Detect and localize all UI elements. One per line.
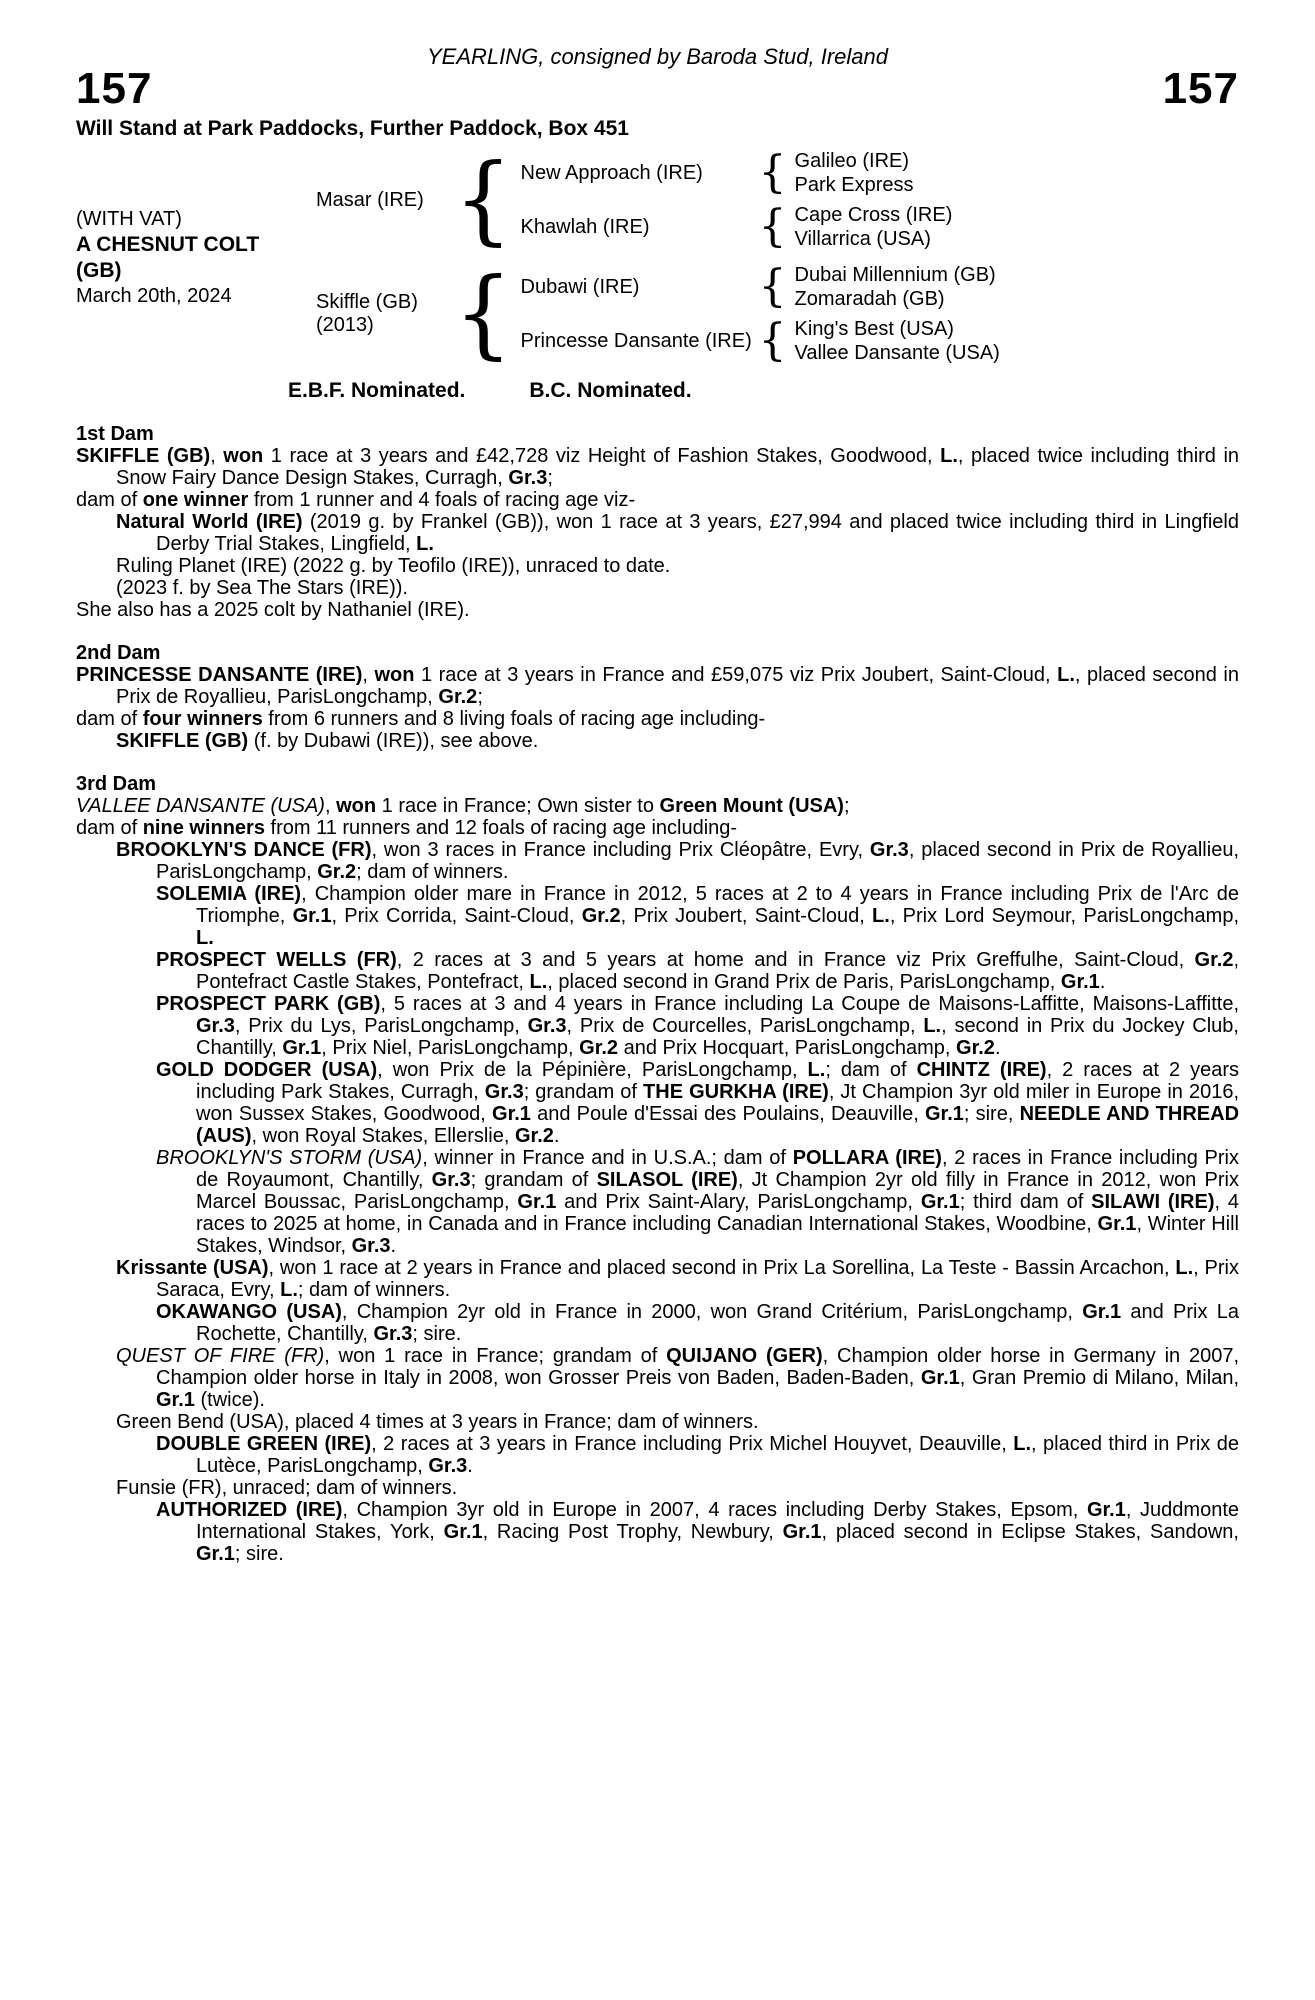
pedigree-brace-icon: {	[758, 261, 787, 312]
pedigree-paragraph	[76, 511, 1239, 555]
grandsire-name: Dubawi (IRE)	[520, 276, 640, 298]
pedigree-paragraph	[76, 1477, 1239, 1499]
text-segment: (twice).	[194, 1389, 265, 1411]
text-segment: L.	[1013, 1433, 1032, 1455]
text-segment: Gr.2	[1194, 949, 1234, 971]
text-segment: , placed second in Grand Prix de Paris, ParisLongchamp,	[547, 971, 1061, 993]
text-segment: Gr.1	[924, 1103, 964, 1125]
text-segment: , Champion older mare in France in 2012, 5 races at 2 to 4 years in France including Prix de l'Arc de Triomphe,	[196, 883, 1239, 927]
text-segment: Gr.3	[351, 1235, 391, 1257]
pedigree-text-sections	[76, 423, 1239, 1565]
text-segment: Gr.2	[581, 905, 621, 927]
pedigree-paragraph	[76, 1257, 1239, 1301]
text-segment: , 2 races in France including Prix de Royaumont, Chantilly,	[196, 1147, 1239, 1191]
text-segment: ;	[547, 467, 553, 489]
text-segment: SILAWI (IRE)	[1091, 1191, 1215, 1213]
great-grandparent-name: Villarrica (USA)	[794, 228, 931, 250]
text-segment: , Prix Niel, ParisLongchamp,	[321, 1037, 580, 1059]
text-segment: PROSPECT WELLS (FR)	[156, 949, 397, 971]
text-segment: ;	[477, 686, 483, 708]
text-segment: ; sire.	[412, 1323, 462, 1345]
pedigree-brace-icon: {	[758, 147, 787, 198]
pedigree-table	[76, 143, 1239, 370]
pedigree-paragraph	[76, 795, 1239, 817]
text-segment: Gr.3	[869, 839, 909, 861]
text-segment: ; dam of winners.	[297, 1279, 451, 1301]
text-segment: Gr.2	[438, 686, 478, 708]
text-segment: AUTHORIZED (IRE)	[156, 1499, 343, 1521]
bc-nomination: B.C. Nominated.	[529, 379, 692, 402]
text-segment: (f. by Dubawi (IRE)), see above.	[248, 730, 539, 752]
text-segment: won	[374, 664, 415, 686]
text-segment: Gr.2	[956, 1037, 995, 1059]
text-segment: dam of	[76, 489, 143, 511]
text-segment: , Prix Corrida, Saint-Cloud,	[331, 905, 582, 927]
text-segment: , Jt Champion 2yr old filly in France in 2012, won Prix Marcel Boussac, ParisLongchamp,	[196, 1169, 1239, 1213]
granddam-name: Khawlah (IRE)	[520, 216, 650, 238]
text-segment: , Prix Saraca, Evry,	[156, 1257, 1239, 1301]
great-grandparents	[795, 318, 1000, 364]
text-segment: and Prix Saint-Alary, ParisLongchamp,	[556, 1191, 921, 1213]
text-segment: Natural World (IRE)	[116, 511, 303, 533]
pedigree-paragraph	[76, 949, 1239, 993]
great-grandparent-name: Vallee Dansante (USA)	[794, 342, 1000, 364]
section-heading: 2nd Dam	[76, 642, 161, 664]
text-segment: , Champion 3yr old in Europe in 2007, 4 races including Derby Stakes, Epsom,	[342, 1499, 1087, 1521]
text-segment: , Jt Champion 3yr old miler in Europe in 2016, won Sussex Stakes, Goodwood,	[196, 1081, 1240, 1125]
text-segment: Gr.1	[292, 905, 332, 927]
text-segment: PRINCESSE DANSANTE (IRE)	[76, 664, 363, 686]
sire-name: Masar (IRE)	[316, 188, 424, 211]
pedigree-paragraph	[76, 730, 1239, 752]
text-segment: SKIFFLE (GB)	[76, 445, 211, 467]
text-segment: ; dam of winners.	[356, 861, 509, 883]
dam-name	[316, 291, 454, 337]
text-segment: L.	[196, 927, 214, 949]
grandparent-row	[520, 201, 1239, 252]
text-segment: Gr.3	[428, 1455, 468, 1477]
nominations-row	[76, 380, 1239, 402]
text-segment: , 4 races to 2025 at home, in Canada and in France including Canadian International Stakes, Woodbine,	[196, 1191, 1239, 1235]
text-segment: , Prix Lord Seymour, ParisLongchamp,	[889, 905, 1240, 927]
text-segment: four winners	[142, 708, 263, 730]
text-segment: L.	[872, 905, 890, 927]
pedigree-paragraph	[76, 1499, 1239, 1565]
text-segment: BROOKLYN'S STORM (USA)	[156, 1147, 423, 1169]
text-segment: Gr.3	[484, 1081, 524, 1103]
text-segment: .	[1099, 971, 1106, 993]
pedigree-paragraph	[76, 1411, 1239, 1433]
pedigree-paragraph	[76, 577, 1239, 599]
great-grandparent-name: Dubai Millennium (GB)	[794, 264, 996, 286]
vat-note: (WITH VAT)	[76, 207, 182, 230]
text-segment: nine winners	[142, 817, 265, 839]
text-segment: Gr.3	[508, 467, 548, 489]
text-segment: from 1 runner and 4 foals of racing age viz-	[248, 489, 636, 511]
subject-block	[76, 150, 316, 364]
text-segment: ; dam of	[825, 1059, 917, 1081]
text-segment: .	[467, 1455, 473, 1477]
text-segment: OKAWANGO (USA)	[156, 1301, 342, 1323]
great-grandparent-name: Zomaradah (GB)	[794, 288, 945, 310]
section-heading: 1st Dam	[76, 423, 154, 445]
ebf-nomination: E.B.F. Nominated.	[288, 379, 466, 402]
text-segment: QUEST OF FIRE (FR)	[116, 1345, 325, 1367]
text-segment: , 2 races at 3 and 5 years at home and in France viz Prix Greffulhe, Saint-Cloud,	[396, 949, 1195, 971]
pedigree-paragraph	[76, 1059, 1239, 1147]
pedigree-paragraph	[76, 599, 1239, 621]
text-segment: Gr.1	[1082, 1301, 1122, 1323]
text-segment: Krissante (USA)	[116, 1257, 269, 1279]
pedigree-tree	[316, 143, 1239, 370]
text-segment: VALLEE DANSANTE (USA)	[76, 795, 325, 817]
text-segment: , placed second in Prix de Royallieu, ParisLongchamp,	[156, 839, 1240, 883]
dam-branch	[316, 257, 1239, 370]
text-segment: from 6 runners and 8 living foals of racing age including-	[262, 708, 766, 730]
pedigree-paragraph	[76, 883, 1239, 949]
pedigree-paragraph	[76, 489, 1239, 511]
text-segment: ; grandam of	[470, 1169, 597, 1191]
pedigree-paragraph	[76, 817, 1239, 839]
text-segment: and Poule d'Essai des Poulains, Deauville,	[530, 1103, 925, 1125]
text-segment: Gr.1	[1097, 1213, 1137, 1235]
text-segment: THE GURKHA (IRE)	[643, 1081, 829, 1103]
pedigree-brace-icon: {	[454, 143, 513, 256]
text-segment: ,	[324, 795, 337, 817]
text-segment: Gr.1	[196, 1543, 235, 1565]
text-segment: She also has a 2025 colt by Nathaniel (IRE).	[76, 599, 470, 621]
dam-name-text: Skiffle (GB)	[316, 291, 418, 313]
text-segment: ; grandam of	[523, 1081, 644, 1103]
text-segment: DOUBLE GREEN (IRE)	[156, 1433, 372, 1455]
pedigree-paragraph	[76, 1147, 1239, 1257]
text-segment: , Prix Joubert, Saint-Cloud,	[620, 905, 873, 927]
text-segment: , Racing Post Trophy, Newbury,	[482, 1521, 783, 1543]
text-segment: won	[223, 445, 264, 467]
text-segment: Gr.1	[517, 1191, 557, 1213]
text-segment: Green Bend (USA), placed 4 times at 3 years in France; dam of winners.	[116, 1411, 759, 1433]
text-segment: Gr.1	[782, 1521, 822, 1543]
text-segment: and Prix Hocquart, ParisLongchamp,	[618, 1037, 957, 1059]
text-segment: Gr.3	[527, 1015, 567, 1037]
text-segment: ;	[843, 795, 850, 817]
text-segment: Gr.1	[1086, 1499, 1126, 1521]
text-segment: from 11 runners and 12 foals of racing age including-	[264, 817, 738, 839]
text-segment: ,	[362, 664, 375, 686]
text-segment: GOLD DODGER (USA)	[156, 1059, 378, 1081]
pedigree-paragraph	[76, 445, 1239, 489]
text-segment: L.	[1057, 664, 1075, 686]
subject-name: A CHESNUT COLT	[76, 232, 260, 256]
grandparent-row	[520, 261, 1239, 312]
text-segment: , 2 races at 3 years in France including Prix Michel Houyvet, Deauville,	[371, 1433, 1014, 1455]
text-segment: Gr.3	[196, 1015, 235, 1037]
text-segment: Gr.3	[431, 1169, 471, 1191]
text-segment: ; sire.	[234, 1543, 284, 1565]
lot-number-left: 157	[76, 64, 153, 113]
text-segment: , won Royal Stakes, Ellerslie,	[251, 1125, 515, 1147]
text-segment: ; sire,	[963, 1103, 1020, 1125]
lot-number-right: 157	[1162, 64, 1239, 113]
text-segment: won	[336, 795, 377, 817]
text-segment: Gr.1	[920, 1367, 960, 1389]
text-segment: , 5 races at 3 and 4 years in France including La Coupe de Maisons-Laffitte, Maisons-Laffitte,	[380, 993, 1240, 1015]
text-segment: NEEDLE AND THREAD (AUS)	[196, 1103, 1240, 1147]
text-segment: 1 race at 3 years in France and £59,075 viz Prix Joubert, Saint-Cloud,	[414, 664, 1058, 686]
text-segment: L.	[416, 533, 434, 555]
text-segment: Ruling Planet (IRE) (2022 g. by Teofilo (IRE)), unraced to date.	[116, 555, 671, 577]
text-segment: Gr.2	[579, 1037, 619, 1059]
pedigree-paragraph	[76, 993, 1239, 1059]
consignor-line: YEARLING, consigned by Baroda Stud, Ireland	[426, 44, 889, 69]
text-segment: SOLEMIA (IRE)	[156, 883, 302, 905]
text-segment: , Winter Hill Stakes, Windsor,	[196, 1213, 1239, 1257]
text-segment: , 2 races at 2 years including Park Stakes, Curragh,	[196, 1059, 1240, 1103]
text-segment: Gr.2	[317, 861, 357, 883]
text-segment: , placed second in Prix de Royallieu, ParisLongchamp,	[116, 664, 1239, 708]
text-segment: Gr.1	[1060, 971, 1100, 993]
text-segment: , Prix de Courcelles, ParisLongchamp,	[566, 1015, 924, 1037]
text-segment: Funsie (FR), unraced; dam of winners.	[116, 1477, 458, 1499]
great-grandparents	[795, 204, 953, 250]
text-segment: Gr.3	[373, 1323, 413, 1345]
pedigree-paragraph	[76, 664, 1239, 708]
text-segment: L.	[1175, 1257, 1194, 1279]
pedigree-paragraph	[76, 1345, 1239, 1411]
text-segment: ; third dam of	[959, 1191, 1092, 1213]
text-segment: SILASOL (IRE)	[596, 1169, 738, 1191]
text-segment: , second in Prix du Jockey Club, Chantilly,	[196, 1015, 1239, 1059]
text-segment: , Juddmonte International Stakes, York,	[196, 1499, 1240, 1543]
text-segment: L.	[280, 1279, 298, 1301]
text-segment: (2019 g. by Frankel (GB)), won 1 race at 3 years, £27,994 and placed twice including third in Lingfield Derby Trial Stakes, Lingfield,	[156, 511, 1240, 555]
text-segment: CHINTZ (IRE)	[916, 1059, 1047, 1081]
foaling-date: March 20th, 2024	[76, 284, 232, 307]
text-segment: 1 race at 3 years and £42,728 viz Height of Fashion Stakes, Goodwood,	[263, 445, 941, 467]
dam-year: (2013)	[316, 314, 374, 336]
text-segment: Gr.1	[282, 1037, 322, 1059]
text-segment: BROOKLYN'S DANCE (FR)	[116, 839, 372, 861]
text-segment: Gr.1	[156, 1389, 195, 1411]
text-segment: dam of	[76, 708, 143, 730]
pedigree-paragraph	[76, 839, 1239, 883]
great-grandparent-name: Galileo (IRE)	[794, 150, 910, 172]
text-segment: Gr.1	[920, 1191, 960, 1213]
stand-location-line: Will Stand at Park Paddocks, Further Paddock, Box 451	[76, 117, 629, 140]
great-grandparent-name: Park Express	[794, 174, 914, 196]
great-grandparent-name: King's Best (USA)	[794, 318, 954, 340]
text-segment: L.	[807, 1059, 826, 1081]
text-segment: POLLARA (IRE)	[792, 1147, 942, 1169]
pedigree-brace-icon: {	[758, 315, 787, 366]
text-segment: 1 race in France; Own sister to	[376, 795, 660, 817]
text-segment: .	[553, 1125, 560, 1147]
text-segment: , placed twice including third in Snow Fairy Dance Design Stakes, Curragh,	[116, 445, 1240, 489]
grandsire-name: New Approach (IRE)	[520, 162, 703, 184]
text-segment: , Champion 2yr old in France in 2000, won Grand Critérium, ParisLongchamp,	[341, 1301, 1083, 1323]
lot-number-row	[76, 64, 1239, 113]
text-segment: Gr.1	[443, 1521, 483, 1543]
text-segment: , won 3 races in France including Prix Cléopâtre, Evry,	[371, 839, 870, 861]
text-segment: (2023 f. by Sea The Stars (IRE)).	[116, 577, 408, 599]
great-grandparents	[795, 264, 996, 310]
pedigree-paragraph	[76, 708, 1239, 730]
sire-parents	[520, 147, 1239, 252]
text-segment: one winner	[142, 489, 249, 511]
text-segment: , placed third in Prix de Lutèce, ParisLongchamp,	[196, 1433, 1239, 1477]
text-segment: and Prix La Rochette, Chantilly,	[196, 1301, 1240, 1345]
text-segment: , won 1 race at 2 years in France and placed second in Prix La Sorellina, La Teste - Bassin Arcachon,	[268, 1257, 1176, 1279]
text-segment: , winner in France and in U.S.A.; dam of	[422, 1147, 793, 1169]
text-segment: , Prix du Lys, ParisLongchamp,	[234, 1015, 528, 1037]
text-segment: SKIFFLE (GB)	[116, 730, 249, 752]
text-segment: QUIJANO (GER)	[666, 1345, 823, 1367]
text-segment: , Pontefract Castle Stakes, Pontefract,	[196, 949, 1240, 993]
text-segment: ,	[210, 445, 224, 467]
text-segment: PROSPECT PARK (GB)	[156, 993, 381, 1015]
text-segment: , placed second in Eclipse Stakes, Sandown,	[821, 1521, 1239, 1543]
text-segment: , won Prix de la Pépinière, ParisLongchamp,	[377, 1059, 808, 1081]
text-segment: , won 1 race in France; grandam of	[324, 1345, 667, 1367]
text-segment: L.	[923, 1015, 942, 1037]
text-segment: , Gran Premio di Milano, Milan,	[959, 1367, 1239, 1389]
pedigree-paragraph	[76, 1433, 1239, 1477]
text-segment: dam of	[76, 817, 143, 839]
text-segment: , Champion older horse in Germany in 2007, Champion older horse in Italy in 2008, won Grosser Preis von Baden, Baden-Baden,	[156, 1345, 1240, 1389]
pedigree-paragraph	[76, 1301, 1239, 1345]
sire-branch	[316, 143, 1239, 256]
subject-suffix: (GB)	[76, 258, 122, 282]
text-segment: L.	[529, 971, 548, 993]
section-heading: 3rd Dam	[76, 773, 157, 795]
text-segment: Green Mount (USA)	[659, 795, 844, 817]
great-grandparent-name: Cape Cross (IRE)	[794, 204, 953, 226]
pedigree-paragraph	[76, 555, 1239, 577]
great-grandparents	[795, 150, 914, 196]
text-segment: Gr.1	[492, 1103, 531, 1125]
pedigree-brace-icon: {	[758, 201, 787, 252]
text-segment: .	[390, 1235, 397, 1257]
text-segment: L.	[940, 445, 958, 467]
dam-parents	[520, 261, 1239, 366]
grandparent-row	[520, 147, 1239, 198]
text-segment: .	[994, 1037, 1001, 1059]
grandparent-row	[520, 315, 1239, 366]
pedigree-brace-icon: {	[454, 257, 513, 370]
text-segment: Gr.2	[514, 1125, 554, 1147]
granddam-name: Princesse Dansante (IRE)	[520, 330, 752, 352]
